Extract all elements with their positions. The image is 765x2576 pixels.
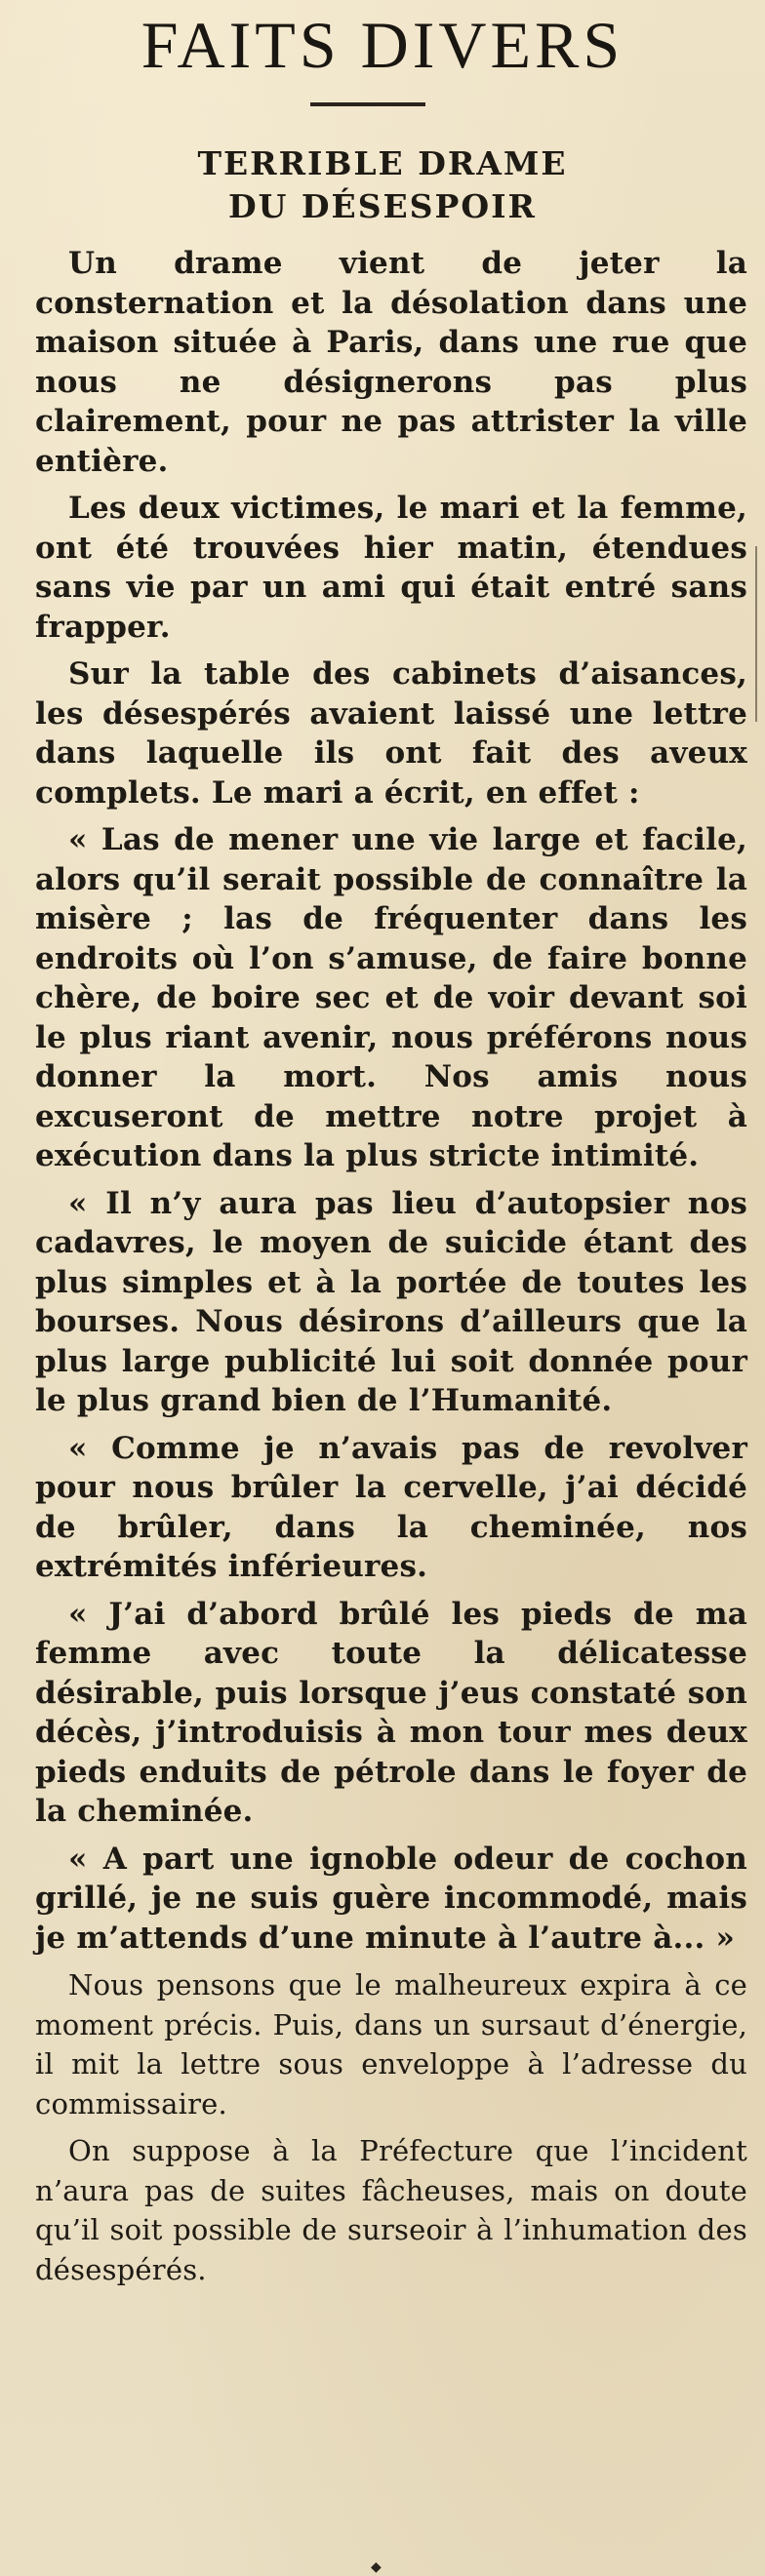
headline-line-2: DU DÉSESPOIR <box>228 187 537 225</box>
end-ornament-icon: ◆ <box>371 2559 382 2575</box>
article-paragraph: « J’ai d’abord brûlé les pieds de ma femme avec toute la délicatesse désirable, puis lorsque j’eus constaté son décès, j’introduisis à mon tour mes deux pieds enduits de pétrole dans le foyer de la cheminée. <box>35 1596 747 1829</box>
article-paragraph: On suppose à la Préfecture que l’incident n’aura pas de suites fâcheuses, mais on doute qu’il soit possible de surseoir à l’inhumation des désespérés. <box>35 2134 747 2286</box>
article-paragraph: Nous pensons que le malheureux expira à ce moment précis. Puis, dans un sursaut d’énergie, il mit la lettre sous enveloppe à l’adresse du commissaire. <box>35 1968 747 2120</box>
headline-line-1: TERRIBLE DRAME <box>197 144 568 182</box>
article-paragraph: « Las de mener une vie large et facile, alors qu’il serait possible de connaître la misère ; las de fréquenter dans les endroits où l’on s’amuse, de faire bonne chère, de boire sec et de voir devant soi le plus riant avenir, nous préférons nous donner la mort. Nos amis nous excuseront de mettre notre projet à exécution dans la plus stricte intimité. <box>35 822 747 1173</box>
column-rule <box>755 546 757 722</box>
section-title: FAITS DIVERS <box>141 8 624 82</box>
article-paragraph: « A part une ignoble odeur de cochon grillé, je ne suis guère incommodé, mais je m’attends d’une minute à l’autre à... » <box>35 1841 747 1956</box>
article-paragraph: « Il n’y aura pas lieu d’autopsier nos cadavres, le moyen de suicide étant des plus simples et à la portée de toutes les bourses. Nous désirons d’ailleurs que la plus large publicité lui soit donnée pour le plus grand bien de l’Humanité. <box>35 1185 747 1418</box>
article-paragraph: Les deux victimes, le mari et la femme, ont été trouvées hier matin, étendues sans vie par un ami qui était entré sans frapper. <box>35 491 747 645</box>
article-body <box>35 244 747 2297</box>
title-divider <box>310 102 425 106</box>
article-headline <box>0 142 765 228</box>
article-paragraph: « Comme je n’avais pas de revolver pour nous brûler la cervelle, j’ai décidé de brûler, dans la cheminée, nos extrémités inférieures. <box>35 1430 747 1584</box>
article-paragraph: Un drame vient de jeter la consternation et la désolation dans une maison située à Paris, dans une rue que nous ne désignerons pas plus clairement, pour ne pas attrister la ville entière. <box>35 246 747 479</box>
article-paragraph: Sur la table des cabinets d’aisances, les désespérés avaient laissé une lettre dans laquelle ils ont fait des aveux complets. Le mari a écrit, en effet : <box>35 656 747 811</box>
